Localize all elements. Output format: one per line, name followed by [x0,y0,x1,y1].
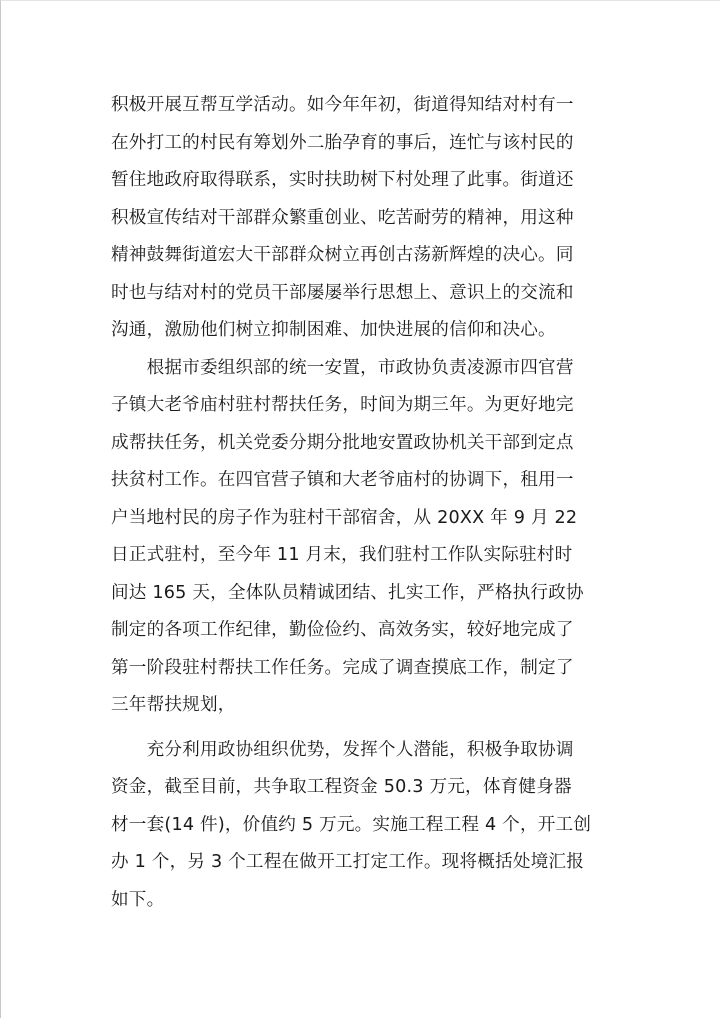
text-line: 在外打工的村民有筹划外二胎孕育的事后，连忙与该村民的 [111,132,574,153]
text-line: 间达 165 天，全体队员精诚团结、扎实工作，严格执行政协 [111,582,584,603]
text-line: 充分利用政协组织优势，发挥个人潜能，积极争取协调 [111,739,574,760]
text-line: 积极宣传结对干部群众繁重创业、吃苦耐劳的精神，用这种 [111,207,574,228]
text-line: 时也与结对村的党员干部屡屡举行思想上、意识上的交流和 [111,282,574,303]
text-line: 第一阶段驻村帮扶工作任务。完成了调查摸底工作，制定了 [111,657,574,678]
text-line: 精神鼓舞街道宏大干部群众树立再创古荡新辉煌的决心。同 [111,245,574,265]
text-line: 户当地村民的房子作为驻村干部宿舍，从 20XX 年 9 月 22 [111,507,578,528]
paragraph [111,350,615,725]
text-line: 办 1 个，另 3 个工程在做开工打定工作。现将概括处境汇报 [111,852,585,872]
text-line: 沟通，激励他们树立抑制困难、加快进展的信仰和决心。 [111,320,556,340]
text-line: 扶贫村工作。在四官营子镇和大老爷庙村的协调下，租用一 [111,470,574,490]
paragraph [111,87,615,350]
text-line: 资金，截至目前，共争取工程资金 50.3 万元，体育健身器 [111,777,572,797]
text-line: 子镇大老爷庙村驻村帮扶任务，时间为期三年。为更好地完 [111,395,574,415]
text-line: 成帮扶任务，机关党委分期分批地安置政协机关干部到定点 [111,432,574,453]
paragraph-spacer [111,725,615,732]
text-line: 制定的各项工作纪律，勤俭俭约、高效务实，较好地完成了 [111,620,574,640]
text-line: 积极开展互帮互学活动。如今年年初，街道得知结对村有一 [111,95,574,115]
paragraph [111,732,615,920]
text-line: 暂住地政府取得联系，实时扶助树下村处理了此事。街道还 [111,170,574,190]
text-line: 材一套(14 件)，价值约 5 万元。实施工程工程 4 个，开工创 [111,814,592,835]
text-line: 如下。 [111,889,165,910]
text-line: 日正式驻村，至今年 11 月末，我们驻村工作队实际驻村时 [111,545,573,565]
body-text [111,87,615,919]
text-line: 三年帮扶规划， [111,695,236,715]
text-line: 根据市委组织部的统一安置，市政协负责凌源市四官营 [111,357,574,378]
